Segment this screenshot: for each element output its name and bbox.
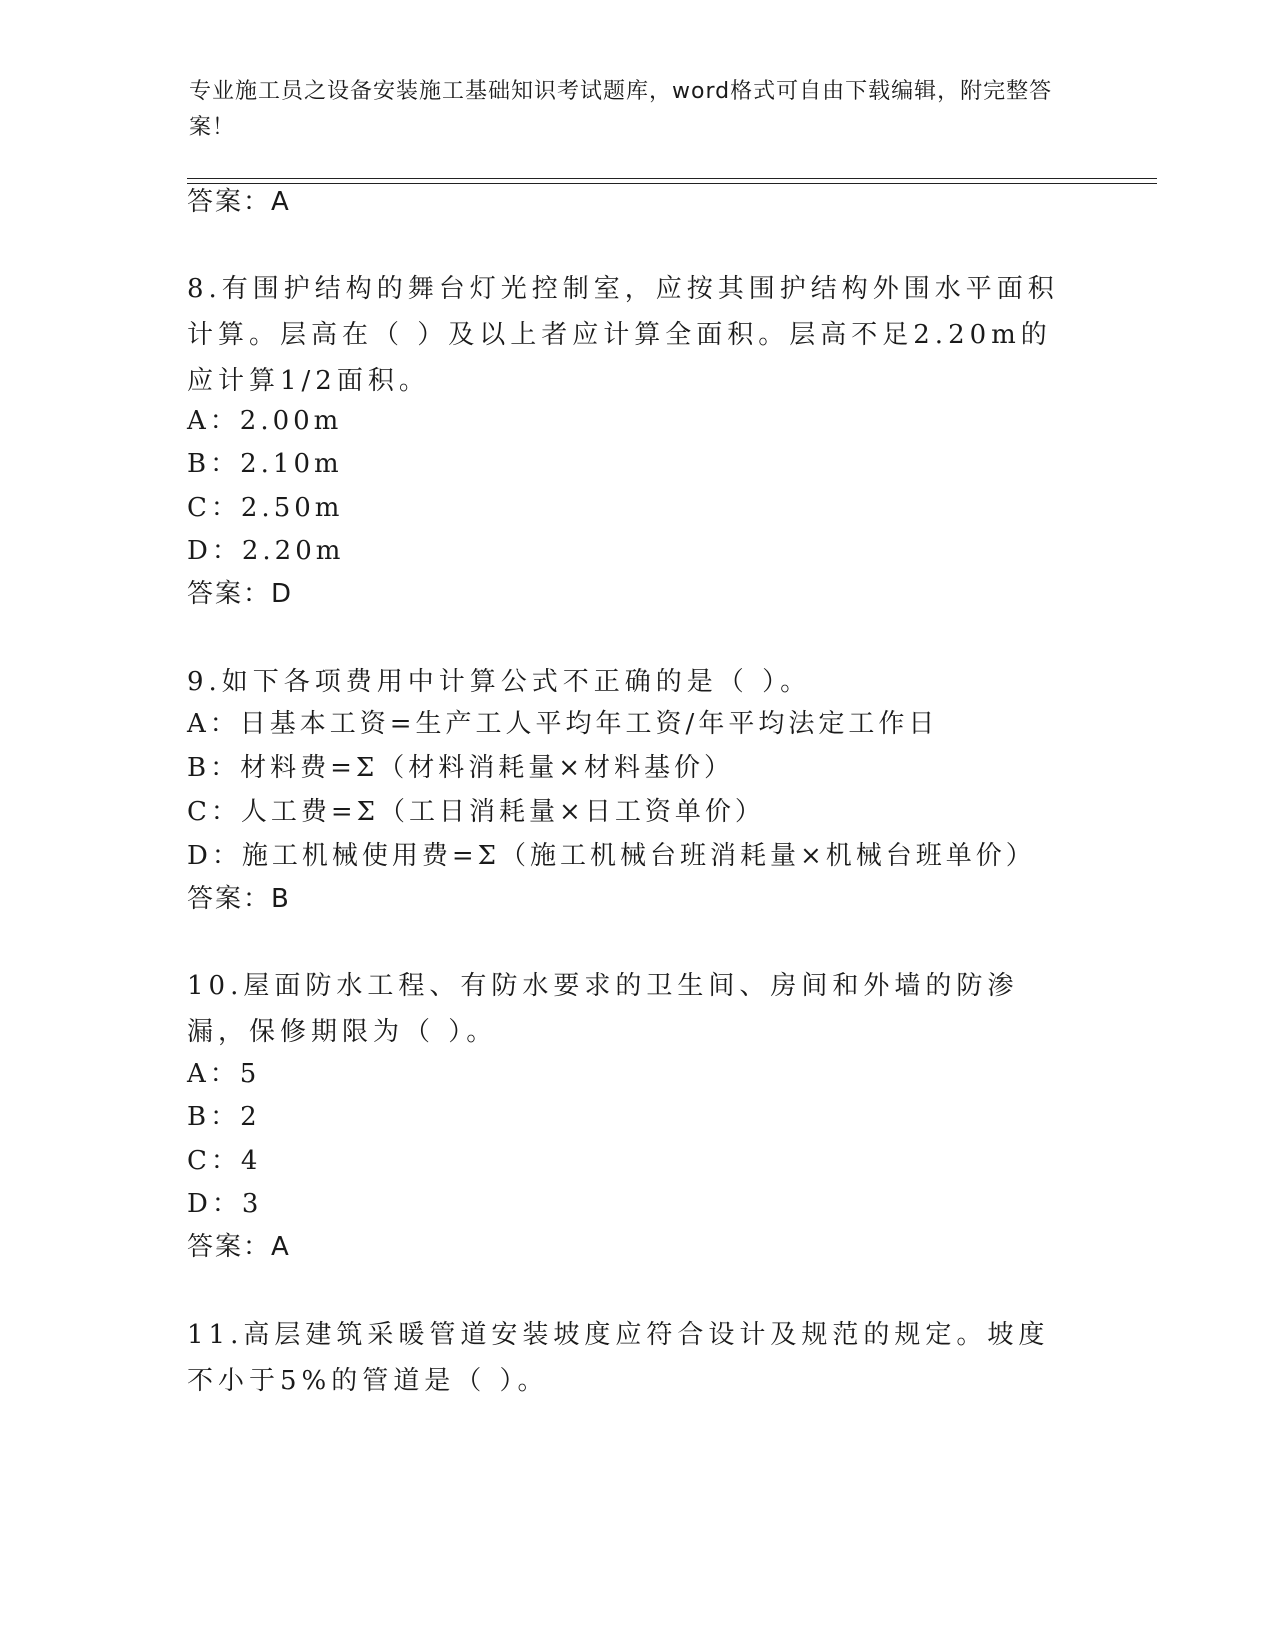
option-item: A：日基本工资=生产工人平均年工资/年平均法定工作日	[187, 709, 939, 739]
answer-label: 答案：A	[187, 187, 291, 217]
answer-label: 答案：B	[187, 884, 291, 914]
option-item: A：2.00m	[187, 406, 343, 436]
option-item: D：施工机械使用费=Σ（施工机械台班消耗量×机械台班单价）	[187, 841, 1036, 871]
header-divider	[187, 178, 1157, 179]
option-item: A：5	[187, 1059, 261, 1089]
option-item: D：2.20m	[187, 536, 345, 566]
option-item: D：3	[187, 1189, 263, 1219]
option-item: C：人工费=Σ（工日消耗量×日工资单价）	[187, 797, 765, 827]
question-text: 10.屋面防水工程、有防水要求的卫生间、房间和外墙的防渗漏，保修期限为（ ）。	[187, 971, 1019, 1047]
question-text: 9.如下各项费用中计算公式不正确的是（ ）。	[187, 667, 812, 697]
header-divider-double	[187, 183, 1157, 184]
option-item: C：4	[187, 1146, 262, 1176]
option-item: B：2.10m	[187, 449, 343, 479]
option-item: C：2.50m	[187, 493, 344, 523]
option-item: B：2	[187, 1102, 261, 1132]
question-text: 8.有围护结构的舞台灯光控制室，应按其围护结构外围水平面积计算。层高在（ ）及以上者应计算全面积。层高不足2.20m的应计算1/2面积。	[187, 274, 1059, 396]
answer-label: 答案：D	[187, 579, 294, 609]
option-item: B：材料费=Σ（材料消耗量×材料基价）	[187, 753, 735, 783]
question-text: 11.高层建筑采暖管道安装坡度应符合设计及规范的规定。坡度不小于5%的管道是（ ）。	[187, 1320, 1050, 1396]
answer-label: 答案：A	[187, 1232, 291, 1262]
page-header: 专业施工员之设备安装施工基础知识考试题库，word格式可自由下载编辑，附完整答案！	[189, 79, 1053, 140]
